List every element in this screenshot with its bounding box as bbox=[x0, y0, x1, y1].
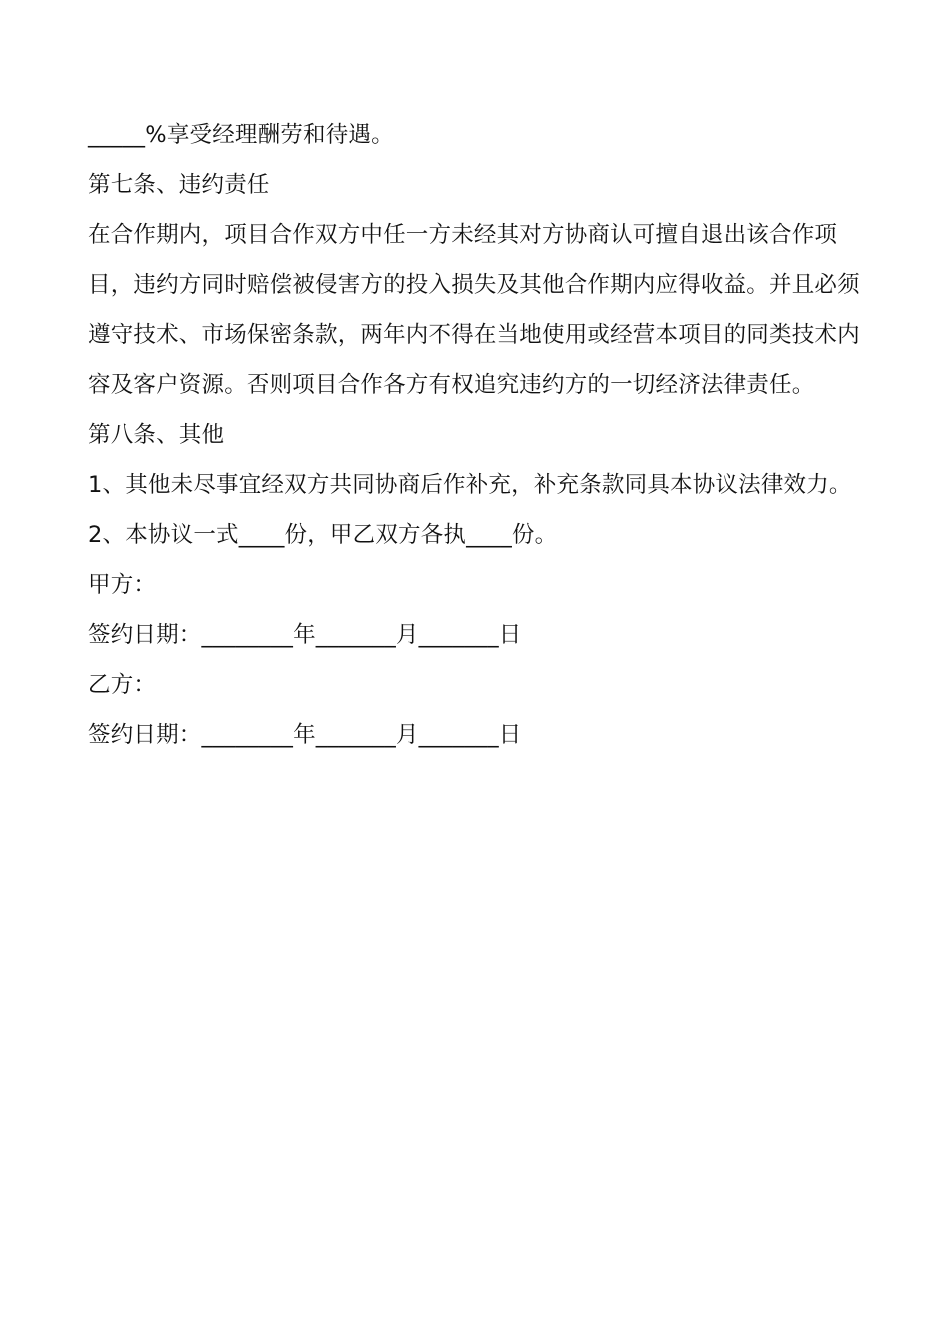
article-7-heading: 第七条、违约责任 bbox=[88, 172, 270, 198]
party-a-sign-date: 签约日期：________年_______月_______日 bbox=[88, 622, 522, 648]
article-7-paragraph: 在合作期内，项目合作双方中任一方未经其对方协商认可擅自退出该合作项目，违约方同时赔偿被侵害方的投入损失及其他合作期内应得收益。并且必须遵守技术、市场保密条款，两年内不得在当地使用或经营本项目的同类技术内容及客户资源。否则项目合作各方有权追究违约方的一切经济法律责任。 bbox=[88, 222, 860, 398]
compensation-line: _____%享受经理酬劳和待遇。 bbox=[88, 122, 394, 148]
document-content bbox=[88, 110, 880, 760]
article-8-item-1: 1、其他未尽事宜经双方共同协商后作补充，补充条款同具本协议法律效力。 bbox=[88, 472, 852, 498]
party-b-sign-date: 签约日期：________年_______月_______日 bbox=[88, 722, 522, 748]
article-8-heading: 第八条、其他 bbox=[88, 422, 225, 448]
article-8-item-2: 2、本协议一式____份，甲乙双方各执____份。 bbox=[88, 522, 558, 548]
party-b-label: 乙方： bbox=[88, 672, 157, 698]
party-a-label: 甲方： bbox=[88, 572, 157, 598]
